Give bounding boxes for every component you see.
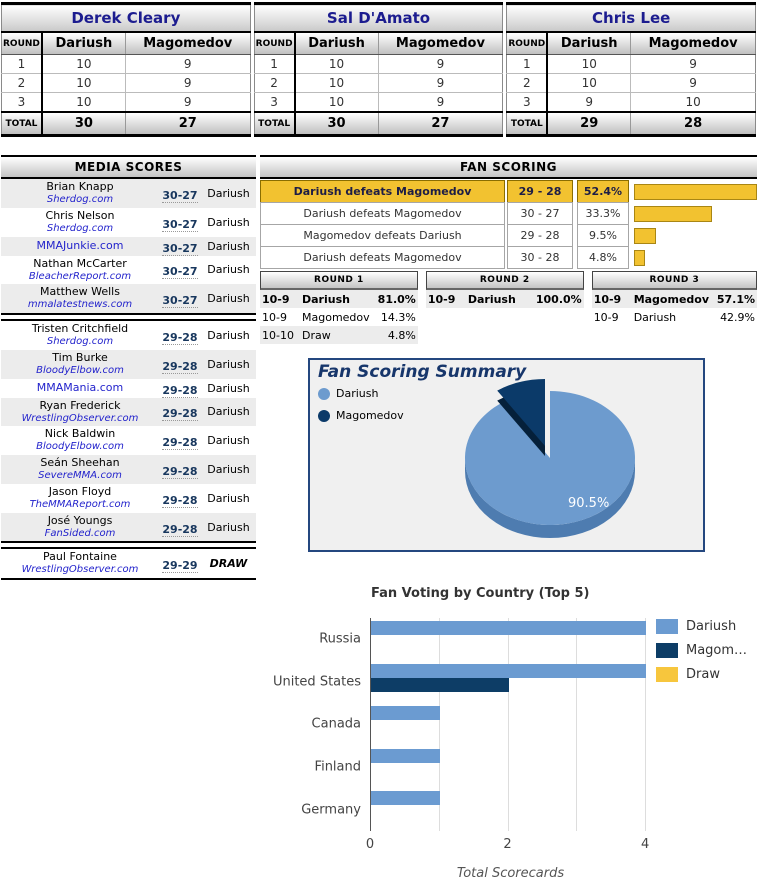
media-score-value[interactable]: 30-27 <box>162 188 198 202</box>
media-pick: Dariush <box>207 239 250 253</box>
fan-score-description: Dariush defeats Magomedov <box>260 246 505 269</box>
judge-round-row <box>254 93 503 113</box>
media-pick: Dariush <box>207 292 250 306</box>
round-fan-fighter: Magomedov <box>302 310 370 324</box>
round-column-header: ROUND <box>254 32 294 55</box>
judge-table <box>506 2 756 137</box>
round-score: 9 <box>547 93 630 113</box>
round-fan-percent: 57.1% <box>716 292 756 306</box>
media-score-value[interactable]: 30-27 <box>162 294 198 308</box>
fighter-column-header[interactable]: Magomedov <box>378 32 503 55</box>
journalist-name: Seán Sheehan <box>40 456 120 470</box>
media-pick: Dariush <box>207 186 250 200</box>
fan-scoring-rows <box>260 180 757 269</box>
bar-dariush[interactable] <box>371 749 440 763</box>
legend-label: Dariush <box>686 619 737 634</box>
round-fan-scoring <box>260 271 757 344</box>
media-score <box>159 213 201 232</box>
total-score: 28 <box>631 112 756 136</box>
round-fan-fighter: Magomedov <box>633 292 710 306</box>
journalist-name: Chris Nelson <box>45 208 115 222</box>
judge-round-row <box>507 55 756 74</box>
media-score-value[interactable]: 29-28 <box>162 359 198 373</box>
judge-scorecards <box>1 2 756 137</box>
media-scores-groups <box>1 179 256 580</box>
media-pick: DRAW <box>209 557 248 571</box>
round-score: 10 <box>295 74 378 93</box>
round-score: 10 <box>631 93 756 113</box>
fan-score-value: 29 - 28 <box>507 224 573 247</box>
fan-score-value: 29 - 28 <box>507 180 573 203</box>
round-number: 2 <box>254 74 294 93</box>
media-score-row <box>1 237 256 256</box>
round-fan-fighter: Dariush <box>302 292 350 306</box>
media-score-group <box>1 547 256 580</box>
round-score: 10 <box>42 93 125 113</box>
fan-score-bar <box>634 250 645 266</box>
media-outlet <box>1 179 159 208</box>
media-score-row <box>1 455 256 484</box>
round-score: 9 <box>378 74 503 93</box>
fan-scoring-panel <box>260 155 757 269</box>
legend-dot-dariush-icon <box>318 388 330 400</box>
journalist-name: Brian Knapp <box>46 180 114 193</box>
media-score-row <box>1 350 256 379</box>
media-site-link[interactable]: MMAMania.com <box>36 380 124 394</box>
media-pick: Dariush <box>207 520 250 534</box>
judge-header-row <box>507 32 756 55</box>
media-score-row <box>1 513 256 542</box>
round-fan-table <box>426 271 584 344</box>
legend-label: Magom… <box>686 643 748 658</box>
media-score <box>159 379 201 398</box>
fan-score-description: Magomedov defeats Dariush <box>260 224 505 247</box>
round-number: 1 <box>2 55 42 74</box>
pie-legend-item-dariush[interactable] <box>318 387 404 400</box>
fan-scoring-row <box>260 246 757 269</box>
round-fan-row <box>426 290 584 308</box>
media-score-value[interactable]: 29-28 <box>162 493 198 507</box>
round-fan-score: 10-9 <box>427 292 456 306</box>
media-site-link[interactable]: Sherdog.com <box>46 222 114 234</box>
round-score: 9 <box>378 93 503 113</box>
media-scores-panel <box>1 155 256 584</box>
round-score: 10 <box>295 93 378 113</box>
judge-total-row <box>2 112 251 136</box>
media-score <box>159 289 201 308</box>
media-outlet <box>1 238 159 255</box>
media-pick: Dariush <box>207 434 250 448</box>
bar-chart-category-row <box>314 746 651 789</box>
total-label: TOTAL <box>2 112 42 136</box>
media-score-row <box>1 321 256 350</box>
judge-table <box>254 2 504 137</box>
round-score: 9 <box>125 93 250 113</box>
bar-chart-title: Fan Voting by Country (Top 5) <box>371 586 590 601</box>
media-score-row <box>1 379 256 398</box>
judge-round-row <box>2 74 251 93</box>
legend-dot-magomedov-icon <box>318 410 330 422</box>
round-fan-score: 10-9 <box>593 310 619 324</box>
judge-name[interactable]: Chris Lee <box>507 4 756 33</box>
bar-chart-category-label: Germany <box>301 802 361 818</box>
pie-percent-label: 90.5% <box>568 496 610 511</box>
legend-item-dariush[interactable] <box>656 619 747 634</box>
media-pick: Dariush <box>207 215 250 229</box>
media-outlet <box>1 208 159 237</box>
media-score <box>159 260 201 279</box>
round-fan-row <box>260 326 418 344</box>
media-outlet <box>1 256 159 285</box>
judge-title-row <box>2 4 251 33</box>
fan-score-bar-track <box>629 246 757 269</box>
media-score-row <box>1 426 256 455</box>
media-score-row <box>1 398 256 427</box>
media-score <box>159 460 201 479</box>
round-score: 9 <box>631 55 756 74</box>
round-fan-score: 10-9 <box>593 292 622 306</box>
fighter-column-header[interactable]: Dariush <box>42 32 125 55</box>
total-score: 29 <box>547 112 630 136</box>
media-score-value[interactable]: 29-28 <box>162 436 198 450</box>
legend-swatch-magomedov-icon <box>656 643 678 658</box>
media-score-group <box>1 319 256 543</box>
fan-score-bar-track <box>629 202 757 225</box>
judge-round-row <box>2 93 251 113</box>
round-fan-table-title: ROUND 2 <box>426 271 584 290</box>
round-score: 10 <box>42 55 125 74</box>
journalist-name: Paul Fontaine <box>43 550 117 564</box>
round-column-header: ROUND <box>507 32 547 55</box>
pie-slice-dariush <box>465 391 635 525</box>
bar-chart-category-label: United States <box>272 674 361 690</box>
total-score: 27 <box>125 112 250 136</box>
media-score-row <box>1 208 256 237</box>
media-score <box>159 184 201 203</box>
fighter-column-header[interactable]: Dariush <box>295 32 378 55</box>
journalist-name: Nick Baldwin <box>44 427 116 441</box>
legend-swatch-draw-icon <box>656 667 678 682</box>
media-score-row <box>1 256 256 285</box>
judge-header-row <box>2 32 251 55</box>
media-score-row <box>1 179 256 208</box>
pie-legend-label: Magomedov <box>336 409 404 422</box>
fan-score-description: Dariush defeats Magomedov <box>260 180 505 203</box>
media-score <box>159 431 201 450</box>
legend-item-draw[interactable] <box>656 667 747 682</box>
media-score-value[interactable]: 30-27 <box>162 241 198 255</box>
fighter-column-header[interactable]: Magomedov <box>125 32 250 55</box>
media-site-link[interactable]: WrestlingObserver.com <box>21 564 139 576</box>
round-score: 10 <box>547 74 630 93</box>
media-score-value[interactable]: 30-27 <box>162 265 198 279</box>
round-number: 3 <box>507 93 547 113</box>
media-score <box>159 237 201 256</box>
bar-dariush[interactable] <box>371 791 440 805</box>
fan-score-percent: 52.4% <box>577 180 629 203</box>
media-pick: Dariush <box>207 357 250 371</box>
media-score <box>159 355 201 374</box>
media-site-link[interactable]: Sherdog.com <box>46 336 114 348</box>
media-site-link[interactable]: Sherdog.com <box>46 193 114 205</box>
media-outlet <box>1 426 159 455</box>
media-score <box>159 326 201 345</box>
judge-total-row <box>254 112 503 136</box>
legend-item-magomedov[interactable] <box>656 643 747 658</box>
judge-name[interactable]: Derek Cleary <box>2 4 251 33</box>
round-number: 2 <box>507 74 547 93</box>
round-number: 1 <box>507 55 547 74</box>
round-fan-percent: 4.8% <box>387 328 416 342</box>
media-score-row <box>1 484 256 513</box>
round-fan-table <box>592 271 757 344</box>
fan-scoring-summary-panel <box>308 358 705 552</box>
judge-round-row <box>507 74 756 93</box>
fan-scoring-row <box>260 224 757 247</box>
media-site-link[interactable]: BloodyElbow.com <box>36 441 124 453</box>
fan-voting-by-country-chart <box>260 586 757 886</box>
bar-chart-category-row <box>301 788 651 831</box>
fan-score-bar-track <box>629 224 757 247</box>
bar-chart-x-tick-label: 2 <box>503 837 512 852</box>
media-pick: Dariush <box>207 405 250 419</box>
bar-chart-x-axis-title: Total Scorecards <box>456 866 565 881</box>
round-fan-row <box>592 308 757 326</box>
round-fan-row <box>260 308 418 326</box>
media-site-link[interactable]: BleacherReport.com <box>28 270 132 282</box>
media-score <box>159 489 201 508</box>
bar-dariush[interactable] <box>371 621 646 635</box>
round-score: 9 <box>125 55 250 74</box>
media-outlet <box>1 455 159 484</box>
fan-score-bar <box>634 228 656 244</box>
fan-score-bar <box>634 184 757 200</box>
media-site-link[interactable]: SevereMMA.com <box>38 470 122 482</box>
judge-round-row <box>254 74 503 93</box>
fan-score-percent: 4.8% <box>577 246 629 269</box>
fan-score-percent: 9.5% <box>577 224 629 247</box>
total-label: TOTAL <box>254 112 294 136</box>
media-score-group <box>1 179 256 315</box>
round-fan-table-title: ROUND 3 <box>592 271 757 290</box>
round-fan-fighter: Draw <box>302 328 331 342</box>
media-outlet <box>1 380 159 397</box>
round-fan-score: 10-9 <box>262 310 287 324</box>
total-score: 27 <box>378 112 503 136</box>
round-fan-table <box>260 271 418 344</box>
journalist-name: Tristen Critchfield <box>31 322 129 336</box>
media-score-value[interactable]: 29-29 <box>162 559 198 573</box>
total-score: 30 <box>42 112 125 136</box>
journalist-name: Matthew Wells <box>40 285 120 299</box>
bar-magomedov[interactable] <box>371 678 509 692</box>
round-fan-table-title: ROUND 1 <box>260 271 418 290</box>
fan-score-value: 30 - 27 <box>507 202 573 225</box>
round-fan-fighter: Dariush <box>633 310 677 324</box>
media-site-link[interactable]: FanSided.com <box>44 527 116 539</box>
round-fan-percent: 42.9% <box>720 310 756 324</box>
bar-chart-category-row <box>272 661 651 704</box>
bar-chart-category-label: Finland <box>314 759 361 775</box>
judge-name[interactable]: Sal D'Amato <box>254 4 503 33</box>
journalist-name: Tim Burke <box>52 350 108 364</box>
journalist-name: Jason Floyd <box>48 484 112 498</box>
media-score-value[interactable]: 30-27 <box>162 217 198 231</box>
fan-score-bar <box>634 206 712 222</box>
round-fan-percent: 81.0% <box>377 292 416 306</box>
journalist-name: Nathan McCarter <box>33 256 127 270</box>
bar-chart-category-row <box>319 618 651 661</box>
media-score-value[interactable]: 29-28 <box>162 407 198 421</box>
pie-legend <box>318 387 404 431</box>
media-site-link[interactable]: TheMMAReport.com <box>29 498 131 510</box>
media-pick: Dariush <box>207 328 250 342</box>
pie-legend-label: Dariush <box>336 387 379 400</box>
media-score-value[interactable]: 29-28 <box>162 330 198 344</box>
total-score: 30 <box>295 112 378 136</box>
round-number: 1 <box>254 55 294 74</box>
media-score-row <box>1 549 256 578</box>
fan-scoring-row <box>260 202 757 225</box>
round-score: 10 <box>42 74 125 93</box>
journalist-name: José Youngs <box>47 513 113 527</box>
media-outlet <box>1 350 159 379</box>
media-outlet <box>1 284 159 313</box>
fighter-column-header[interactable]: Magomedov <box>631 32 756 55</box>
total-label: TOTAL <box>507 112 547 136</box>
pie-legend-item-magomedov[interactable] <box>318 409 404 422</box>
round-column-header: ROUND <box>2 32 42 55</box>
fan-score-percent: 33.3% <box>577 202 629 225</box>
bar-chart-category-label: Canada <box>311 716 361 732</box>
round-score: 9 <box>631 74 756 93</box>
round-fan-fighter: Dariush <box>467 292 516 306</box>
judge-total-row <box>507 112 756 136</box>
fan-score-description: Dariush defeats Magomedov <box>260 202 505 225</box>
bar-chart-legend <box>656 619 747 691</box>
fan-scoring-title: FAN SCORING <box>260 155 757 179</box>
media-score-value[interactable]: 29-28 <box>162 465 198 478</box>
round-number: 2 <box>2 74 42 93</box>
media-pick: Dariush <box>207 381 250 395</box>
media-outlet <box>1 398 159 427</box>
media-score <box>159 402 201 421</box>
media-pick: Dariush <box>207 263 250 277</box>
media-outlet <box>1 321 159 350</box>
round-number: 3 <box>2 93 42 113</box>
judge-round-row <box>2 55 251 74</box>
bar-chart-plot-area <box>272 618 651 831</box>
round-score: 9 <box>125 74 250 93</box>
media-score-value[interactable]: 29-28 <box>162 522 198 536</box>
media-outlet <box>1 513 159 542</box>
round-fan-score: 10-10 <box>262 328 294 342</box>
judge-round-row <box>507 93 756 113</box>
pie-chart-title: Fan Scoring Summary <box>318 362 527 382</box>
judge-title-row <box>507 4 756 33</box>
media-pick: Dariush <box>207 463 250 476</box>
media-site-link[interactable]: BloodyElbow.com <box>36 364 124 376</box>
fan-score-bar-track <box>629 180 757 203</box>
fan-scoring-row <box>260 180 757 203</box>
round-score: 10 <box>547 55 630 74</box>
judge-header-row <box>254 32 503 55</box>
bar-chart-category-row <box>311 703 651 746</box>
round-score: 9 <box>378 55 503 74</box>
judge-title-row <box>254 4 503 33</box>
media-outlet <box>1 484 159 513</box>
round-fan-percent: 14.3% <box>380 310 416 324</box>
judge-round-row <box>254 55 503 74</box>
media-site-link[interactable]: MMAJunkie.com <box>36 238 124 252</box>
media-outlet <box>1 549 159 578</box>
round-number: 3 <box>254 93 294 113</box>
media-scores-title: MEDIA SCORES <box>1 155 256 179</box>
media-score <box>159 554 201 573</box>
media-score <box>159 518 201 537</box>
media-site-link[interactable]: mmalatestnews.com <box>27 299 133 311</box>
legend-label: Draw <box>686 667 720 682</box>
media-score-row <box>1 284 256 313</box>
round-fan-row <box>592 290 757 308</box>
bar-chart-x-tick-label: 4 <box>641 837 650 852</box>
media-pick: Dariush <box>207 491 250 505</box>
judge-table <box>1 2 251 137</box>
media-site-link[interactable]: WrestlingObserver.com <box>21 412 139 424</box>
round-score: 10 <box>295 55 378 74</box>
legend-swatch-dariush-icon <box>656 619 678 634</box>
bar-chart-category-label: Russia <box>319 631 361 647</box>
fan-score-value: 30 - 28 <box>507 246 573 269</box>
bar-dariush[interactable] <box>371 706 440 720</box>
fighter-column-header[interactable]: Dariush <box>547 32 630 55</box>
journalist-name: Ryan Frederick <box>39 398 121 412</box>
bar-dariush[interactable] <box>371 664 646 678</box>
round-fan-percent: 100.0% <box>535 292 582 306</box>
media-score-value[interactable]: 29-28 <box>162 383 198 397</box>
round-fan-score: 10-9 <box>262 292 290 306</box>
round-fan-row <box>260 290 418 308</box>
bar-chart-x-tick-label: 0 <box>365 837 375 852</box>
